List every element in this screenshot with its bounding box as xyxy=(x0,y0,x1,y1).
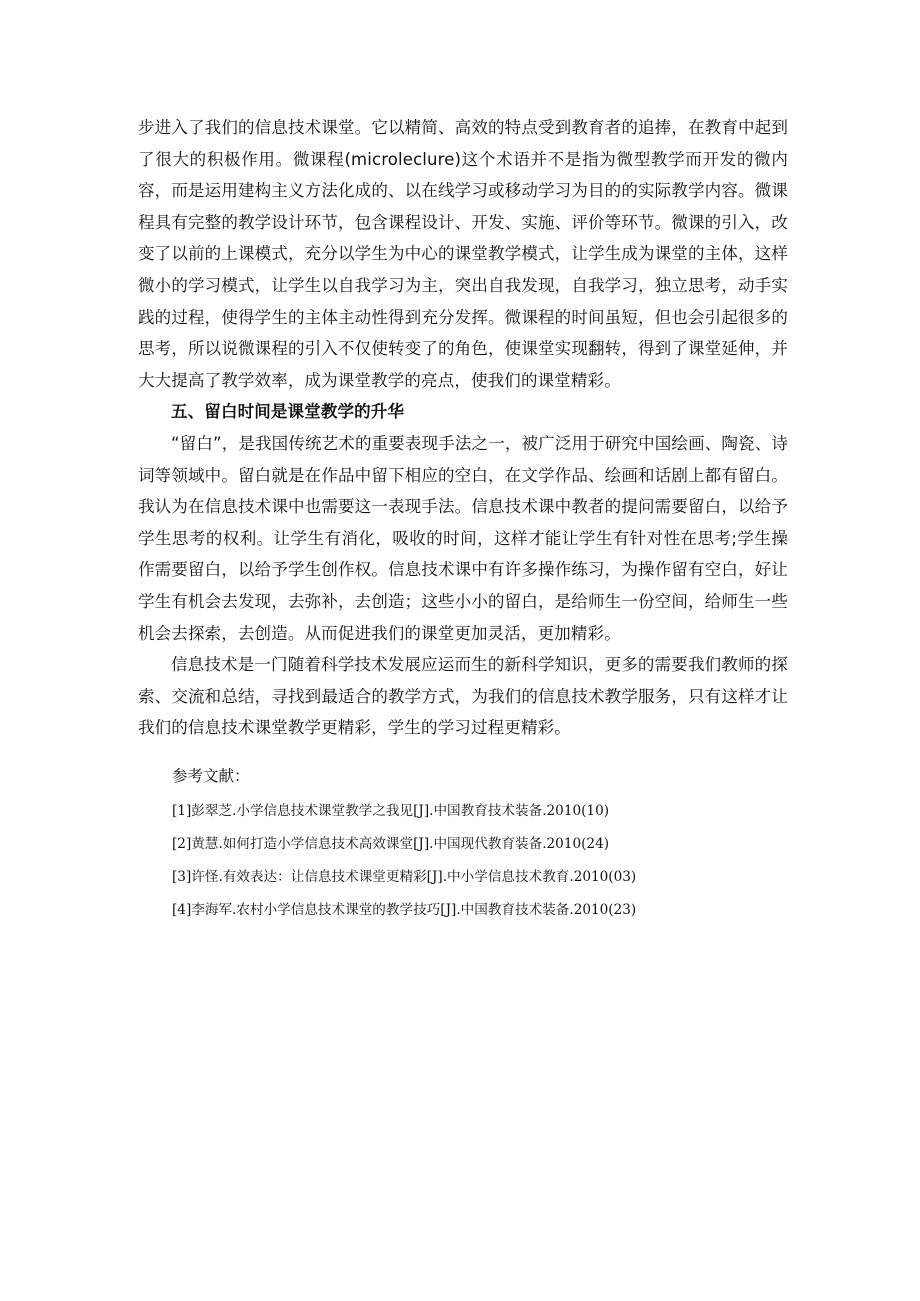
references-title: 参考文献： xyxy=(172,767,250,785)
paragraph-liubai: “留白”，是我国传统艺术的重要表现手法之一，被广泛用于研究中国绘画、陶瓷、诗词等领域中。留白就是在作品中留下相应的空白，在文学作品、绘画和话剧上都有留白。我认为在信息技术课中也需要这一表现手法。信息技术课中教者的提问需要留白，以给予学生思考的权利。让学生有消化，吸收的时间，这样才能让学生有针对性在思考;学生操作需要留白，以给予学生创作权。信息技术课中有许多操作练习，为操作留有空白，好让学生有机会去发现，去弥补，去创造；这些小小的留白，是给师生一份空间，给师生一些机会去探索，去创造。从而促进我们的课堂更加灵活，更加精彩。 xyxy=(138,433,788,643)
article-body xyxy=(138,112,788,744)
reference-item: [1]彭翠芝.小学信息技术课堂教学之我见[J].中国教育技术装备.2010(10) xyxy=(172,803,610,819)
paragraph-microcourse: 步进入了我们的信息技术课堂。它以精简、高效的特点受到教育者的追捧，在教育中起到了很大的积极作用。微课程(microleclure)这个术语并不是指为微型教学而开发的微内容，而是运用建构主义方法化成的、以在线学习或移动学习为目的的实际教学内容。微课程具有完整的教学设计环节，包含课程设计、开发、实施、评价等环节。微课的引入，改变了以前的上课模式，充分以学生为中心的课堂教学模式，让学生成为课堂的主体，这样微小的学习模式，让学生以自我学习为主，突出自我发现，自我学习，独立思考，动手实践的过程，使得学生的主体主动性得到充分发挥。微课程的时间虽短，但也会引起很多的思考，所以说微课程的引入不仅使转变了的角色，使课堂实现翻转，得到了课堂延伸，并大大提高了教学效率，成为课堂教学的亮点，使我们的课堂精彩。 xyxy=(138,118,788,390)
paragraph-conclusion: 信息技术是一门随着科学技术发展应运而生的新科学知识，更多的需要我们教师的探索、交流和总结，寻找到最适合的教学方式，为我们的信息技术教学服务，只有这样才让我们的信息技术课堂教学更精彩，学生的学习过程更精彩。 xyxy=(138,655,788,738)
reference-item: [3]许怪.有效表达：让信息技术课堂更精彩[J].中小学信息技术教育.2010(03) xyxy=(172,869,637,885)
reference-item: [2]黄慧.如何打造小学信息技术高效课堂[J].中国现代教育装备.2010(24) xyxy=(172,836,610,852)
section-heading-5: 五、留白时间是课堂教学的升华 xyxy=(171,402,405,422)
reference-item: [4]李海军.农村小学信息技术课堂的教学技巧[J].中国教育技术装备.2010(23) xyxy=(172,902,637,918)
references-list xyxy=(172,800,792,932)
